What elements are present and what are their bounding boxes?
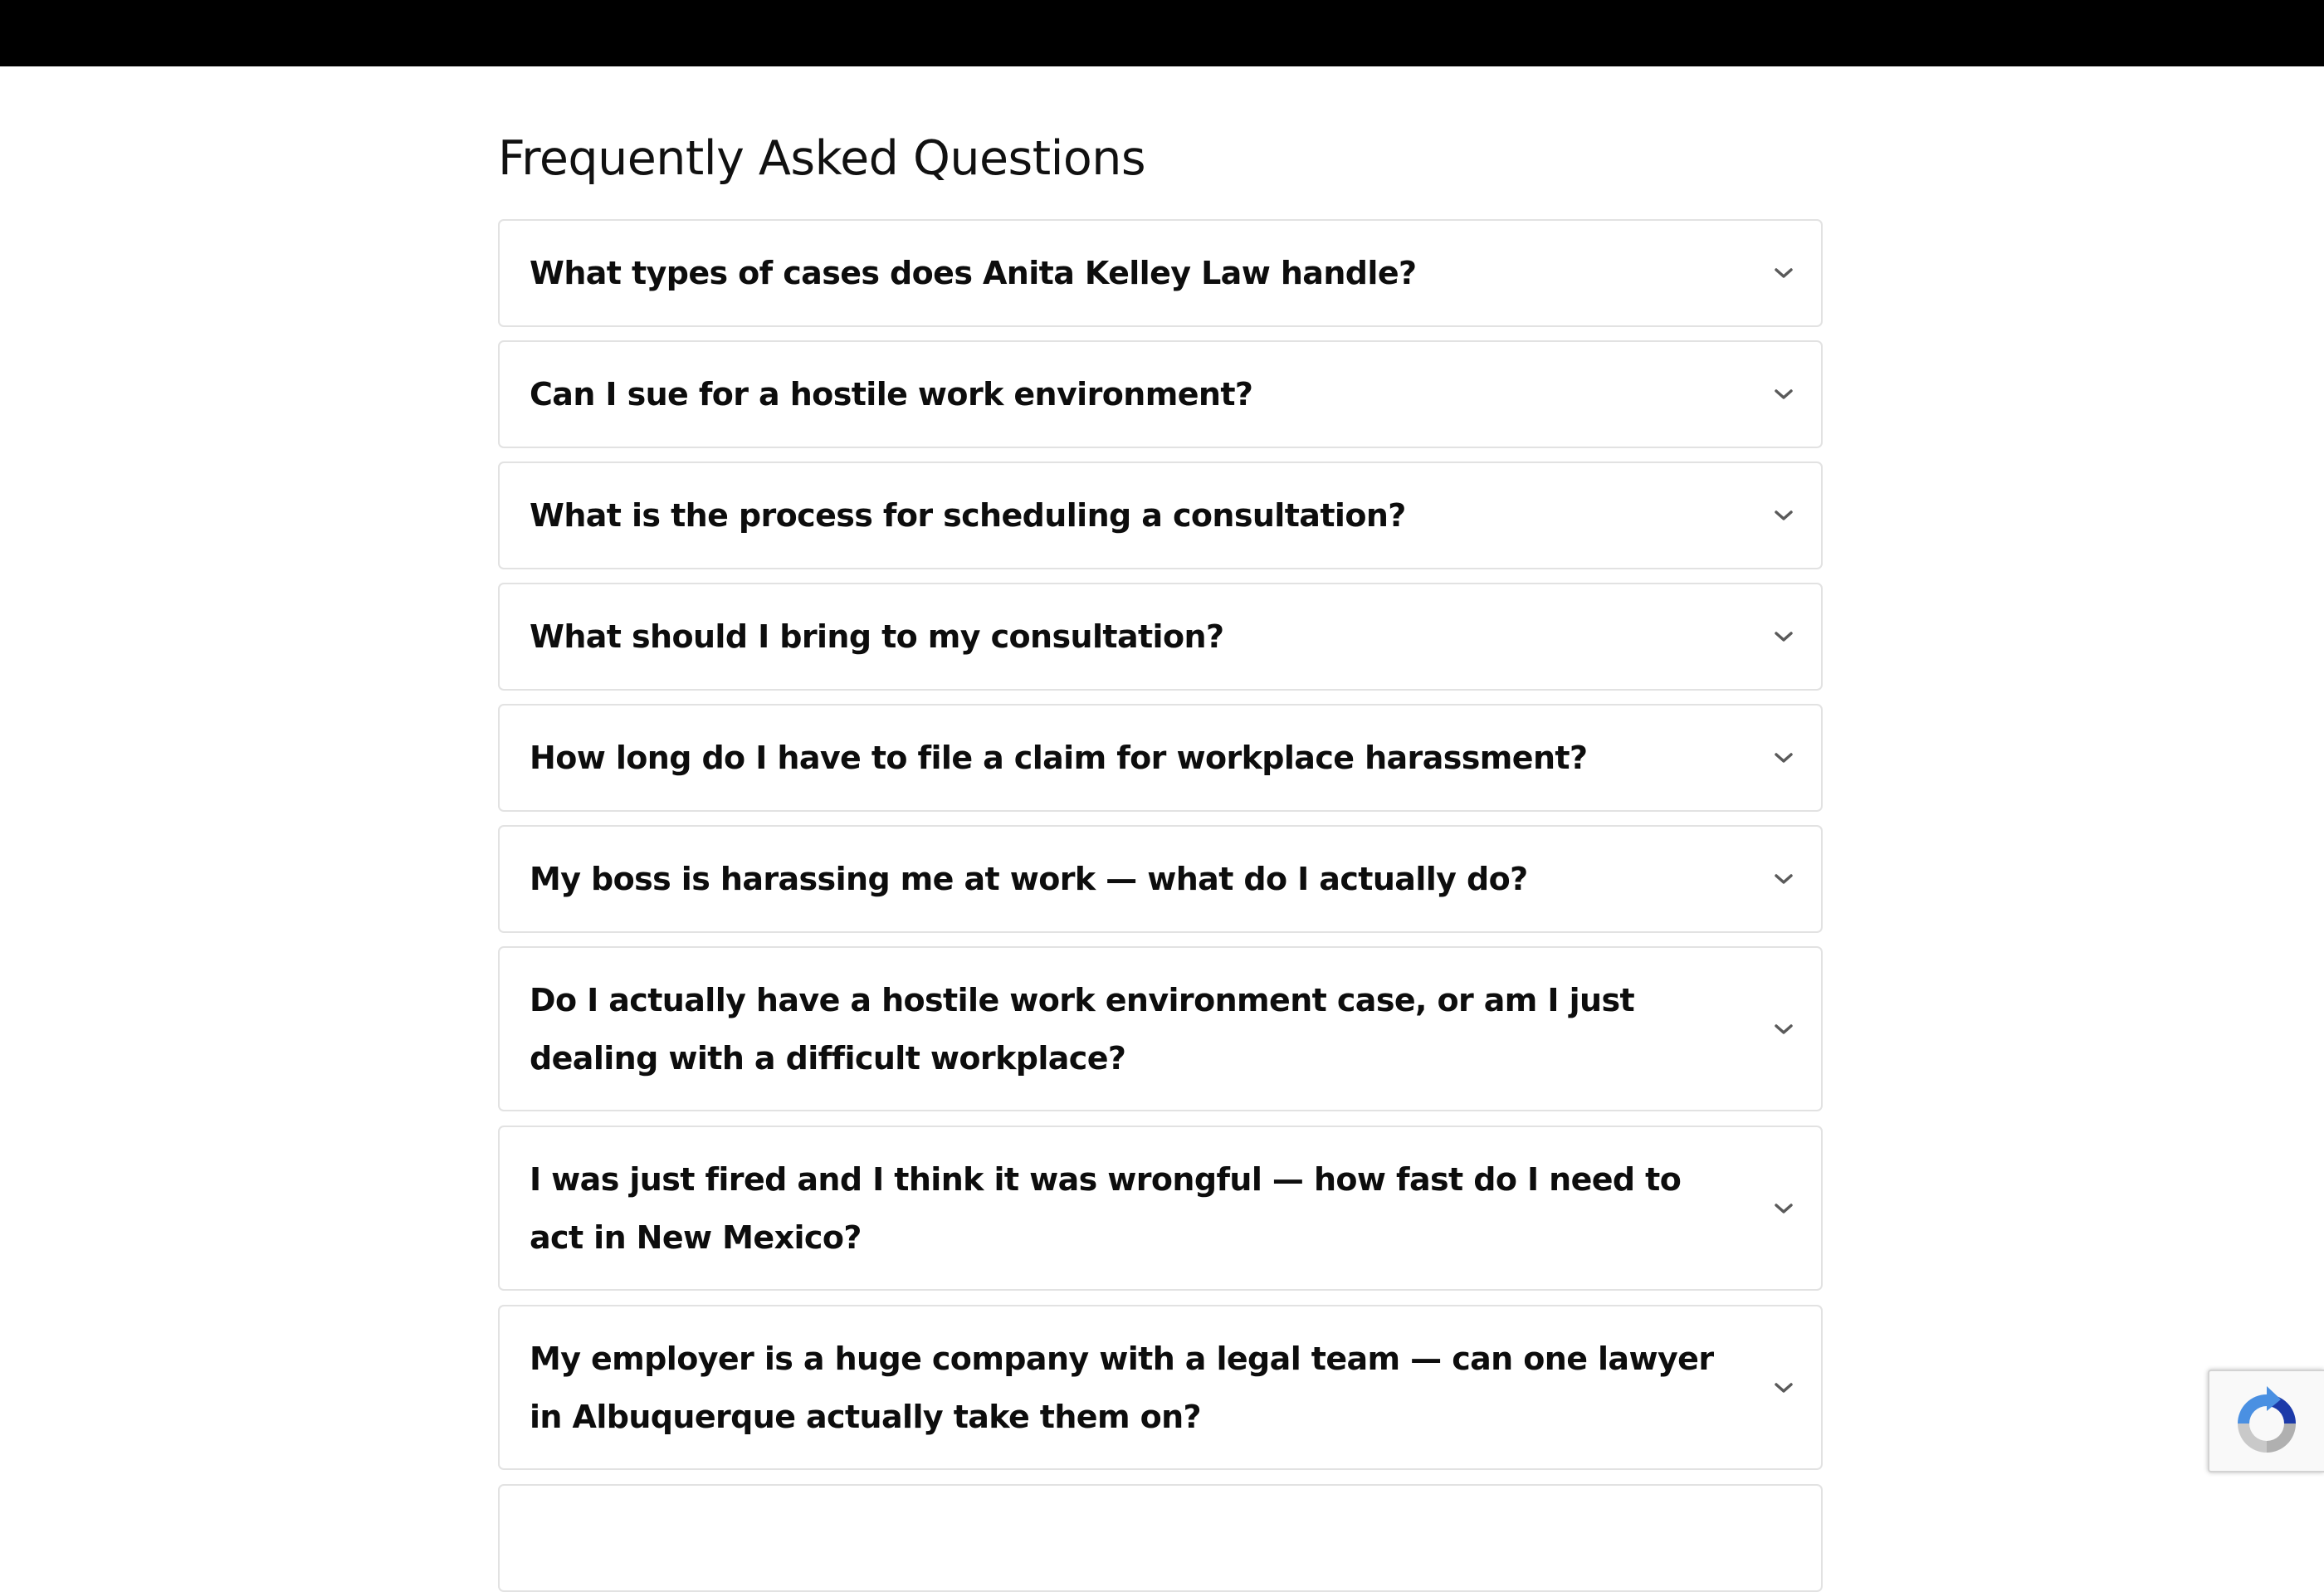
faq-question: What is the process for scheduling a consultation? bbox=[530, 497, 1406, 534]
faq-item[interactable] bbox=[498, 825, 1823, 933]
faq-item[interactable] bbox=[498, 1484, 1823, 1592]
chevron-down-icon[interactable] bbox=[1771, 750, 1796, 766]
faq-question: Can I sue for a hostile work environment? bbox=[530, 376, 1253, 413]
chevron-down-icon[interactable] bbox=[1771, 507, 1796, 524]
recaptcha-icon bbox=[2229, 1386, 2304, 1461]
faq-question: I was just fired and I think it was wrongful — how fast do I need to act in New Mexico? bbox=[530, 1160, 1682, 1256]
faq-question: My boss is harassing me at work — what do I actually do? bbox=[530, 861, 1528, 897]
faq-item[interactable] bbox=[498, 219, 1823, 327]
top-nav-bar bbox=[0, 0, 2324, 66]
faq-section bbox=[498, 125, 1826, 1435]
chevron-down-icon[interactable] bbox=[1771, 1380, 1796, 1396]
chevron-down-icon[interactable] bbox=[1771, 265, 1796, 281]
faq-title: Frequently Asked Questions bbox=[498, 131, 1146, 186]
faq-question: What types of cases does Anita Kelley Law handle? bbox=[530, 255, 1417, 291]
faq-question: Do I actually have a hostile work environment case, or am I just dealing with a difficult workplace? bbox=[530, 981, 1635, 1077]
faq-question: My employer is a huge company with a legal team — can one lawyer in Albuquerque actually take them on? bbox=[530, 1340, 1714, 1435]
faq-item[interactable] bbox=[498, 461, 1823, 569]
faq-item[interactable] bbox=[498, 1126, 1823, 1291]
faq-question: How long do I have to file a claim for workplace harassment? bbox=[530, 740, 1588, 776]
chevron-down-icon[interactable] bbox=[1771, 1200, 1796, 1217]
recaptcha-badge[interactable] bbox=[2208, 1370, 2324, 1472]
chevron-down-icon[interactable] bbox=[1771, 1021, 1796, 1038]
faq-question: What should I bring to my consultation? bbox=[530, 618, 1224, 655]
faq-item[interactable] bbox=[498, 340, 1823, 448]
faq-item[interactable] bbox=[498, 583, 1823, 691]
chevron-down-icon[interactable] bbox=[1771, 871, 1796, 887]
faq-item[interactable] bbox=[498, 704, 1823, 812]
faq-item[interactable] bbox=[498, 1305, 1823, 1470]
chevron-down-icon[interactable] bbox=[1771, 386, 1796, 403]
chevron-down-icon[interactable] bbox=[1771, 628, 1796, 645]
faq-item[interactable] bbox=[498, 946, 1823, 1111]
